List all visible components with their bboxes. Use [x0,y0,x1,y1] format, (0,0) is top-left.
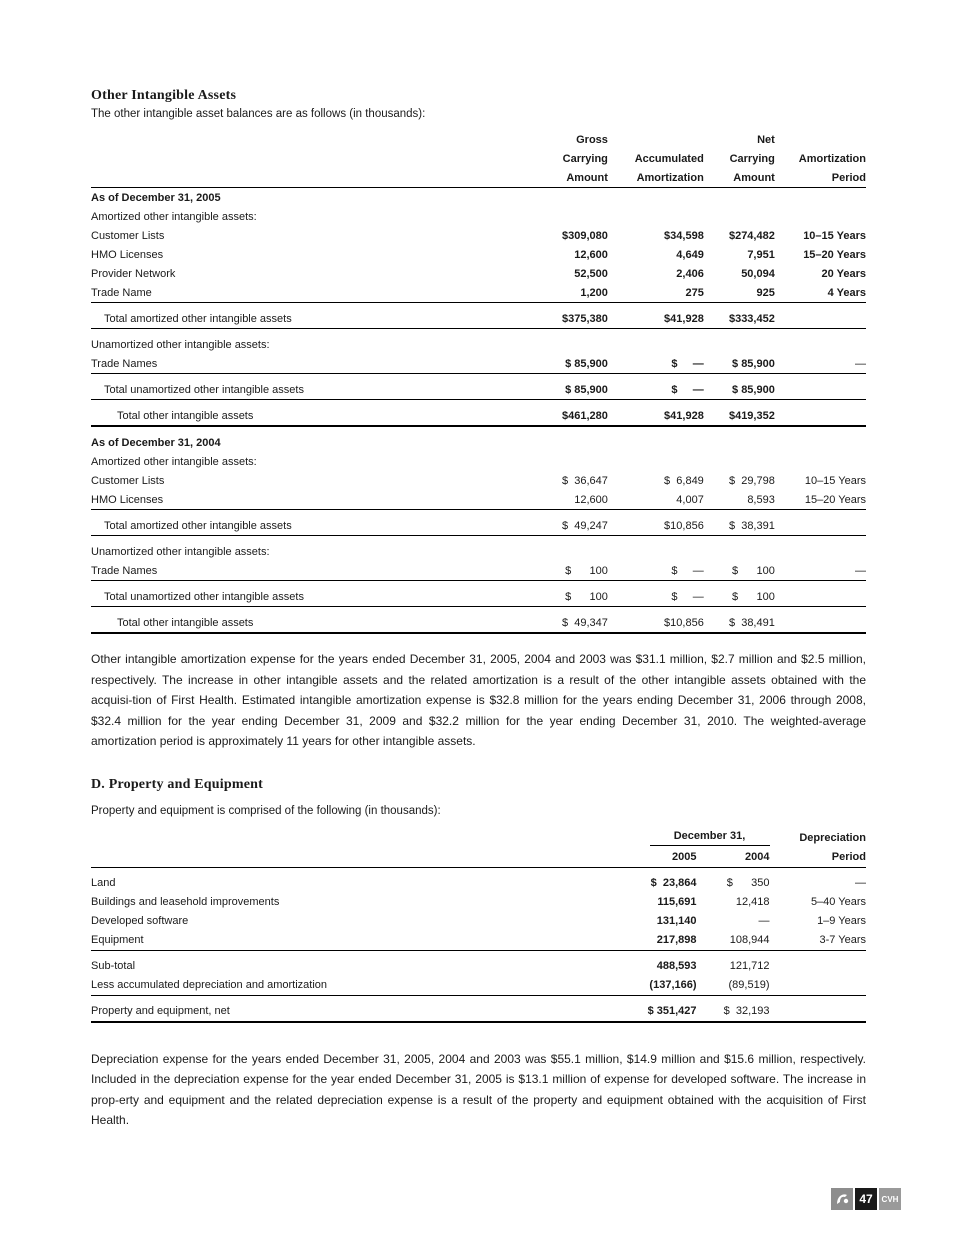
property-table [91,829,866,1023]
total-row: Total amortized other intangible assets $ 49,247 $10,856 $ 38,391 [91,516,866,536]
page-number: 47 [855,1188,877,1210]
col-depreciation-1: Depreciation [799,832,866,844]
col-2005: 2005 [646,848,697,868]
brand-logo-icon [831,1188,853,1210]
total-row: Total unamortized other intangible assets $ 100 $ — $ 100 [91,587,866,607]
col-accum-1: Accumulated [634,152,704,165]
property-paragraph: Depreciation expense for the years ended December 31, 2005, 2004 and 2003 was $55.1 million, $14.9 million and $15.6 million, respectively. Included in the depreciation expense for the year ended December 31, 2005 is $13.1 million of expense for developed software. The increase in prop-erty and equipment and the related depreciation expense is a result of the property and equipment obtained with the acquisition of First Health. [91,1051,866,1127]
page-footer [831,1188,901,1210]
col-net-3: Amount [704,168,775,188]
col-accum-2: Amortization [608,168,704,188]
brand-mark: CVH [879,1188,901,1210]
section-title-property: D. Property and Equipment [91,776,263,792]
table-row: Trade Names $ 100 $ — $ 100 — [91,561,866,581]
subtotal-row: Sub-total 488,593 121,712 [91,960,770,972]
col-net-2: Carrying [729,152,775,165]
col-gross-3: Amount [494,168,608,188]
col-group-december: December 31, [650,830,770,846]
col-gross-2: Carrying [562,152,608,165]
table-row: Buildings and leasehold improvements 115,691 12,418 5–40 Years [91,896,866,908]
table-row: Developed software 131,140 — 1–9 Years [91,915,866,927]
heading-2004: As of December 31, 2004 [91,436,221,449]
intangibles-intro: The other intangible asset balances are as follows (in thousands): [91,108,426,120]
table-row: HMO Licenses 12,600 4,649 7,951 15–20 Years [91,248,866,261]
col-period-2: Period [775,168,866,188]
page-content [91,88,866,1131]
col-2004: 2004 [697,848,770,868]
table-row: Land $ 23,864 $ 350 — [91,877,866,889]
col-period-1: Amortization [798,152,866,165]
heading-2005: As of December 31, 2005 [91,191,221,204]
total-row: Total unamortized other intangible assets $ 85,900 $ — $ 85,900 [91,380,866,400]
table-row: Customer Lists $309,080 $34,598 $274,482 10–15 Years [91,229,866,242]
intangibles-paragraph: Other intangible amortization expense for the years ended December 31, 2005, 2004 and 2003 was $31.1 million, $2.7 million and $2.5 million, respectively. The increase in other intangible assets and the related amortization is a result of the other intangible assets obtained with the acquisi-tion of First Health. Estimated intangible amortization expense is $32.8 million for the years ending December 31, 2006 through 2008, $32.4 million for the year ending December 31, 2009 and $32.2 million for the year ending December 31, 2010. The weighted-average amortization period is approximately 11 years for other intangible assets. [91,652,866,748]
table-row: Trade Names $ 85,900 $ — $ 85,900 — [91,354,866,374]
table-row: Trade Name 1,200 275 925 4 Years [91,283,866,303]
table-row: Equipment 217,898 108,944 3-7 Years [91,931,866,951]
table-row: Customer Lists $ 36,647 $ 6,849 $ 29,798 10–15 Years [91,474,866,487]
table-row: HMO Licenses 12,600 4,007 8,593 15–20 Years [91,490,866,510]
label-unamortized-2004: Unamortized other intangible assets: [91,545,270,558]
grand-total-row: Total other intangible assets $461,280 $41,928 $419,352 [91,406,866,426]
col-depreciation-2: Period [770,848,867,868]
total-row: Total amortized other intangible assets $375,380 $41,928 $333,452 [91,309,866,329]
label-amortized-2004: Amortized other intangible assets: [91,455,257,468]
intangibles-table [91,130,866,634]
label-unamortized-2005: Unamortized other intangible assets: [91,338,270,351]
less-row: Less accumulated depreciation and amortization (137,166) (89,519) [91,976,866,996]
table-row: Provider Network 52,500 2,406 50,094 20 Years [91,267,866,280]
col-net-1: Net [757,133,775,146]
grand-total-row: Total other intangible assets $ 49,347 $10,856 $ 38,491 [91,613,866,633]
col-gross-1: Gross [576,133,608,146]
net-row: Property and equipment, net $ 351,427 $ 32,193 [91,1002,866,1022]
label-amortized-2005: Amortized other intangible assets: [91,210,257,223]
property-intro: Property and equipment is comprised of the following (in thousands): [91,804,441,817]
section-title-intangibles: Other Intangible Assets [91,88,237,103]
